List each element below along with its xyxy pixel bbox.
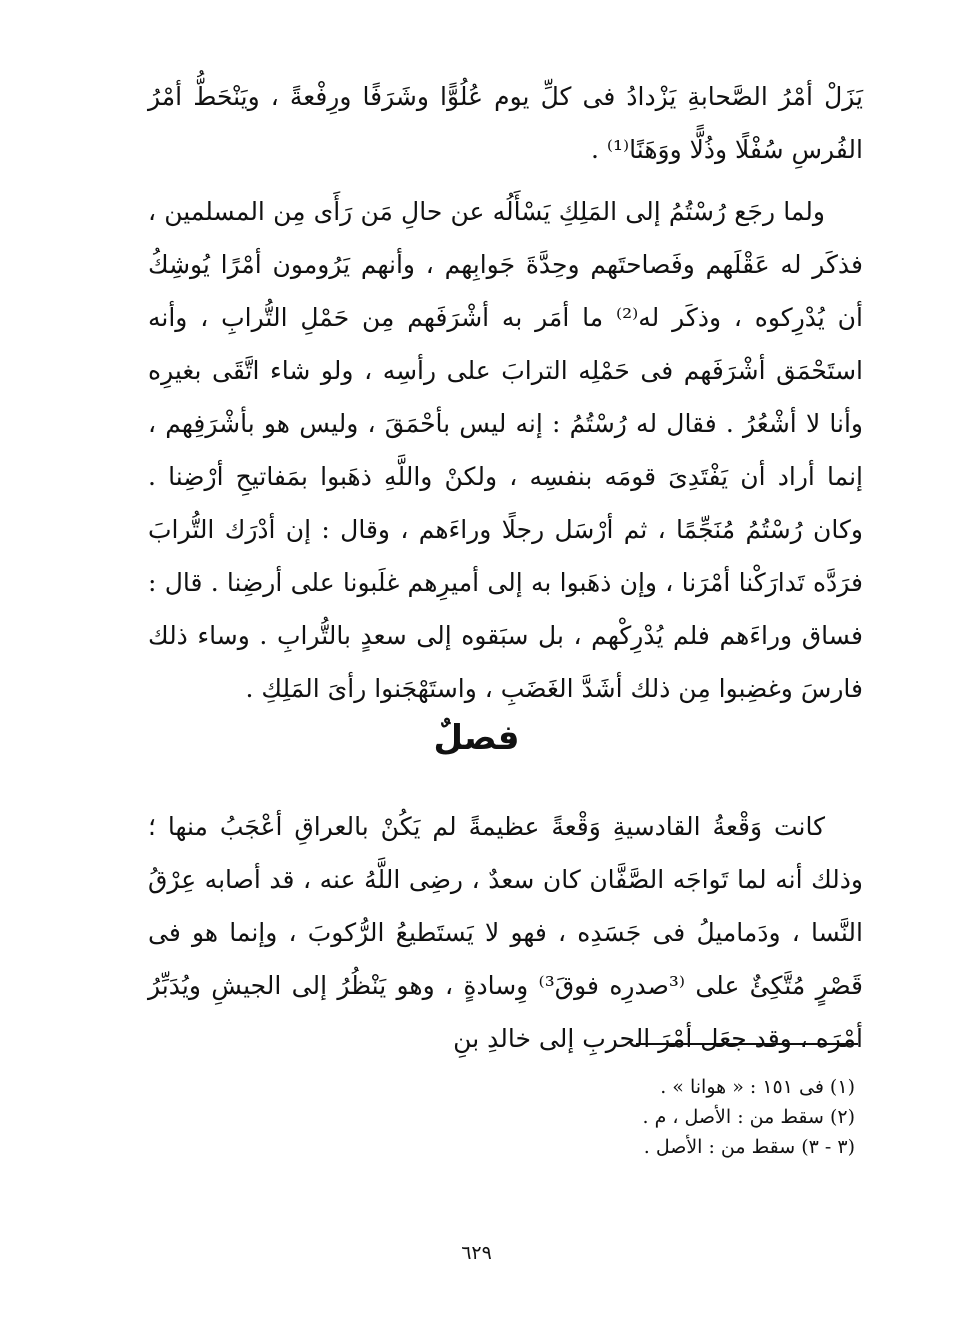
page-number: ٦٢٩ [461,1242,492,1264]
paragraph-text: ولما رجَع رُسْتُمُ إلى المَلِكِ يَسْأَلُه عن حالِ مَن رَأَى مِن المسلمين ، فذكَر له عَقْلَهم وفَصاحتَهم وحِدَّةَ جَوابِهم ، وأنهم يَرُومون أمْرًا يُوشِكُ أن يُدْرِكوه ، وذكَر له⁽²⁾ ما أمَر به أشْرَفَهم مِن حَمْلِ التُّرابِ ، وأنه استَحْمَق أشْرَفَهم فى حَمْلِه الترابَ على رأسِه ، ولو شاء اتَّقَى بغيرِه وأنا لا أشْعُرُ . فقال له رُسْتُمُ : إنه ليس بأحْمَقَ ، وليس هو بأشْرَفِهم ، إنما أراد أن يَفْتَدِىَ قومَه بنفسِه ، ولكنْ واللَّهِ ذهَبوا بمَفاتيحِ أرْضِنا . وكان رُسْتُمُ مُنَجِّمًا ، ثم أرْسَل رجلًا وراءَهم ، وقال : إن أدْرَك التُّرابَ فرَدَّه تَدارَكْنا أمْرَنا ، وإن ذهَبوا به إلى أميرِهم غلَبونا على أرضِنا . قال : فساق وراءَهم فلم يُدْرِكْهم ، بل سبَقوه إلى سعدٍ بالتُّرابِ . وساء ذلك فارسَ وغضِبوا مِن ذلك أشَدَّ الغَضَبِ ، واستَهْجَنوا رأىَ المَلِكِ . [148,197,863,703]
paragraph-rustam [148,185,863,715]
paragraph-continuation [148,70,863,176]
footnote-2: (٢) سقط من : الأصل ، م . [642,1106,855,1128]
footnote-divider [636,1043,858,1045]
footnote-3: (٣ - ٣) سقط من : الأصل . [643,1136,855,1158]
section-heading: فصلٌ [433,718,520,758]
paragraph-text: يَزَلْ أمْرُ الصَّحابةِ يَزْدادُ فى كلِّ يوم عُلُوًّا وشَرَفًا ورِفْعةً ، ويَنْحَطُّ أمْرُ الفُرسِ سُفْلًا وذُلًّا ووَهَنًا⁽¹⁾ . [148,82,863,164]
footnote-1: (١) فى ١٥١ : « هوانا » . [660,1076,855,1098]
paragraph-text: كانت وَقْعةُ القادسيةِ وَقْعةً عظيمةً لم يَكُنْ بالعراقِ أعْجَبُ منها ؛ وذلك أنه لما تَواجَه الصَّفَّان كان سعدٌ ، رضِى اللَّهُ عنه ، قد أصابه عِرْقُ النَّسا ، ودَماميلُ فى جَسَدِه ، فهو لا يَستَطيعُ الرُّكوبَ ، وإنما هو فى قَصْرٍ مُتَّكِئٌ على ⁽³صدرِه فوقَ³⁾ وِسادةٍ ، وهو يَنْظُرُ إلى الجيشِ ويُدَبِّرُ أمْرَه ، وقد جعَل أمْرَ الحربِ إلى خالدِ بنِ [148,812,864,1053]
footnotes [480,1072,855,1162]
paragraph-qadisiyyah [148,800,863,1065]
